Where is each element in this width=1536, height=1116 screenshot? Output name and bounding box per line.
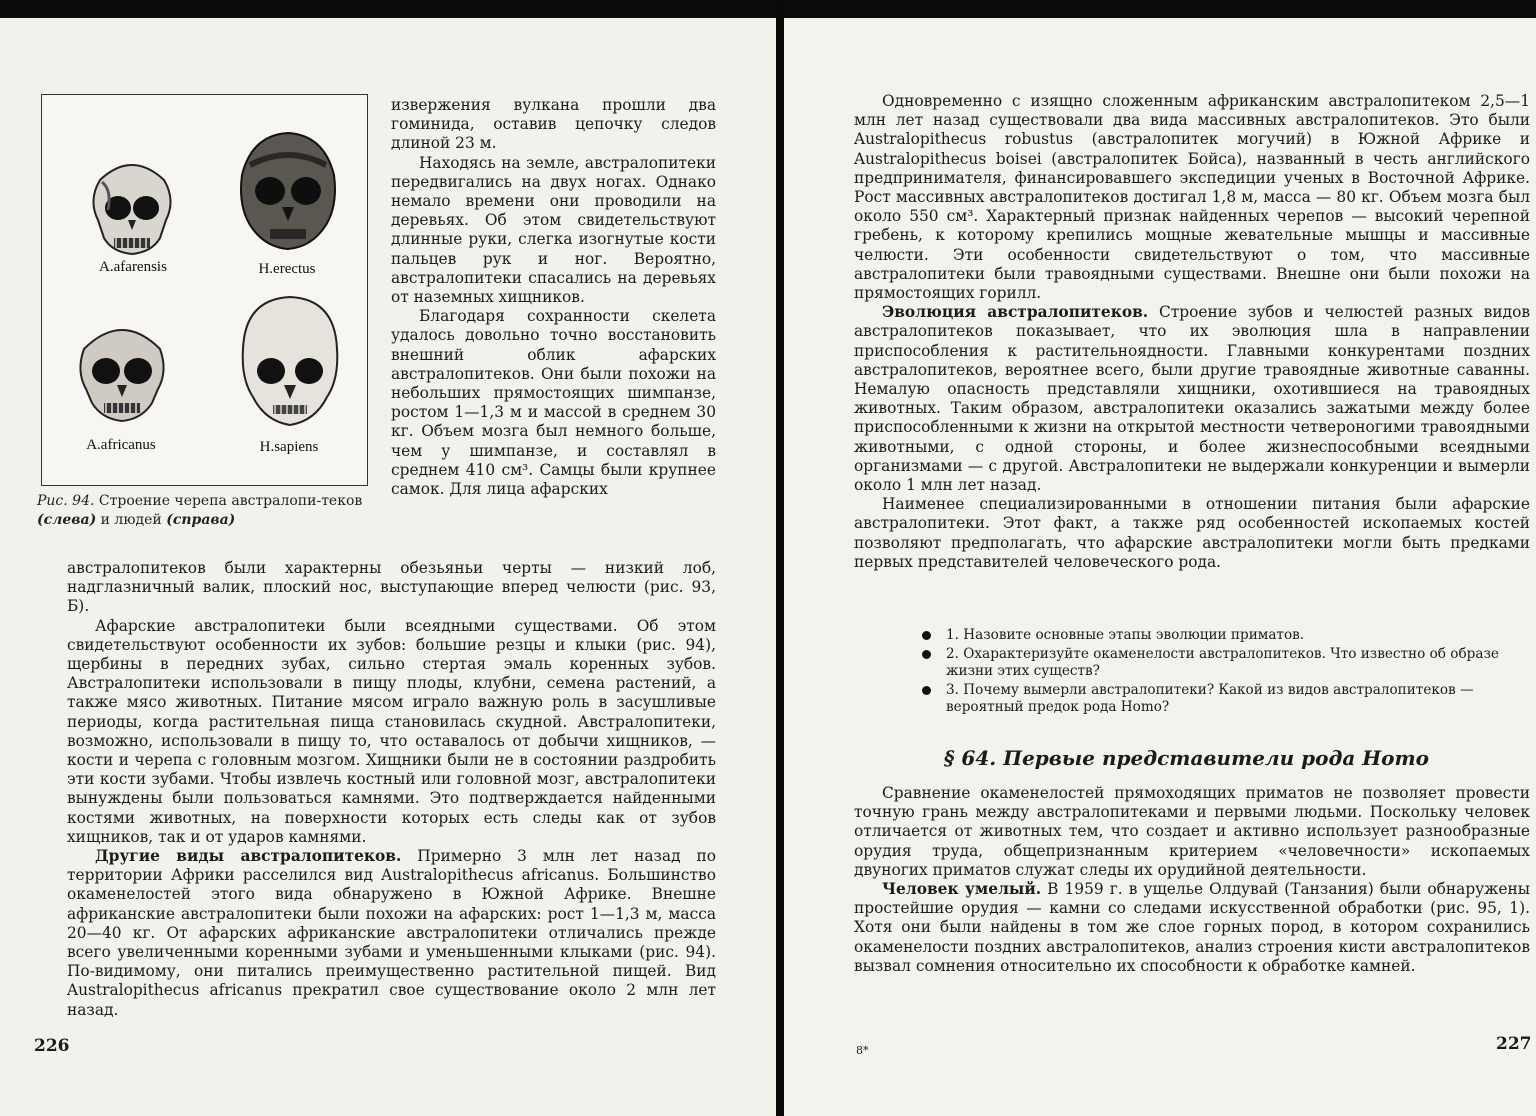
caption-mid: и людей bbox=[96, 512, 167, 528]
caption-right: (справа) bbox=[166, 512, 236, 528]
skull-figure bbox=[41, 94, 368, 486]
paragraph: Афарские австралопитеки были всеядными существами. Об этом свидетельствуют особенности их зубов: большие резцы и клыки (рис. 94), щербины в передних зубах, сильно стертая эмаль коренных зубов. Австралопитеки использовали в пищу плоды, клубни, семена растений, а также мясо животных. Питание мясом играло важную роль в засушливые периоды, когда растительная пища становилась скудной. Австралопитеки, возможно, использовали в пищу то, что оставалось от добычи хищников, — кости и черепа с головным мозгом. Хищники были не в состоянии раздробить эти кости зубами. Чтобы извлечь костный или головной мозг, австралопитеки вынуждены были пользоваться камнями. Это подтверждается найденными костями животных, на поверхности которых есть следы как от зубов хищников, так и от ударов камнями. bbox=[67, 616, 716, 846]
skull-erectus-image bbox=[232, 125, 344, 255]
caption-text: Строение черепа австралопи-текoв bbox=[94, 493, 363, 509]
right-page bbox=[784, 18, 1536, 1116]
other-species-text: Примерно 3 млн лет назад по территории Африки расселился вид Australopithecus africanus. Большинство окаменелостей этого вида обнаружено в Южной Африке. Внешне африканские австралопитеки были похожи на афарских: рост 1—1,3 м, масса 20—40 кг. От афарских африканские австралопитеки отличались прежде всего увеличенными коренными зубами и уменьшенными клыками (рис. 94). По-видимому, они питались преимущественно растительной пищей. Вид Australopithecus africanus прекратил свое существование около 2 млн лет назад. bbox=[67, 847, 716, 1019]
book-gutter bbox=[776, 0, 784, 1116]
caption-left: (слева) bbox=[37, 512, 97, 528]
paragraph: Находясь на земле, австралопитеки передвигались на двух ногах. Однако немало времени они проводили на деревьях. Об этом свидетельствуют длинные руки, слегка изогнутые кости пальцев рук и ног. Вероятно, австралопитеки спасались на деревьях от наземных хищников. bbox=[391, 153, 716, 307]
subheading-homo-habilis: Человек умелый. bbox=[882, 880, 1042, 899]
homo-habilis-text: В 1959 г. в ущелье Олдувай (Танзания) были обнаружены простейшие орудия — камни со следами искусственной обработки (рис. 95, 1). Хотя они были найдены в том же слое горных пород, в котором сохранились окаменелости поздних австралопитеков, анализ строения кисти австралопитеков вызвал сомнения относительно их способности к обработке камней. bbox=[854, 880, 1530, 975]
right-bottom-text bbox=[854, 784, 1530, 976]
page-number-right: 227 bbox=[1496, 1034, 1532, 1054]
scan-top-border bbox=[0, 0, 1536, 18]
figure-caption bbox=[37, 492, 377, 530]
left-column-text bbox=[391, 96, 716, 499]
paragraph bbox=[854, 303, 1530, 495]
skull-africanus-image bbox=[68, 307, 176, 427]
question-text: 3. Почему вымерли австралопитеки? Какой из видов австралопитеков — вероятный предок рода Homo? bbox=[946, 682, 1474, 715]
question-text: 1. Назовите основные этапы эволюции приматов. bbox=[946, 627, 1305, 643]
left-page bbox=[0, 18, 776, 1116]
subheading-evolution: Эволюция австралопитеков. bbox=[882, 303, 1149, 322]
question-item bbox=[922, 646, 1530, 680]
caption-prefix: Рис. 94. bbox=[37, 493, 95, 509]
evolution-text: Строение зубов и челюстей разных видов австралопитеков показывает, что их эволюция шла в направлении приспособления к растительноядности. Главными конкурентами поздних австралопитеков, вероятнее всего, были другие травоядные животные саванны. Немалую опасность представляли хищники, охотившиеся на травоядных животных. Таким образом, австралопитеки оказались зажатыми между более приспособленными к жизни на открытой местности четвероногими травоядными животными, с одной стороны, и более жизнеспособными всеядными организмами — с другой. Австралопитеки не выдержали конкуренции и вымерли около 1 млн лет назад. bbox=[854, 303, 1530, 495]
paragraph bbox=[854, 880, 1530, 976]
skull-afarensis-image bbox=[82, 150, 182, 260]
bullet-icon bbox=[922, 650, 931, 659]
label-afarensis: A.afarensis bbox=[99, 259, 167, 275]
label-africanus: A.africanus bbox=[86, 437, 156, 453]
bullet-icon bbox=[922, 631, 931, 640]
right-top-text bbox=[854, 92, 1530, 572]
paragraph bbox=[67, 847, 716, 1020]
section-title: § 64. Первые представители рода Homo bbox=[944, 746, 1430, 770]
skull-sapiens-image bbox=[235, 293, 345, 435]
bullet-icon bbox=[922, 686, 931, 695]
page-number-left: 226 bbox=[34, 1036, 70, 1056]
left-full-text bbox=[67, 559, 716, 1020]
question-item bbox=[922, 682, 1530, 716]
paragraph: австралопитеков были характерны обезьяньи черты — низкий лоб, надглазничный валик, плоский нос, выступающие вперед челюсти (рис. 93, Б). bbox=[67, 559, 716, 616]
question-item bbox=[922, 627, 1530, 644]
paragraph: Благодаря сохранности скелета удалось довольно точно восстановить внешний облик афарских австралопитеков. Они были похожи на небольших прямостоящих шимпанзе, ростом 1—1,3 м и массой в среднем 30 кг. Объем мозга был немного больше, чем у шимпанзе, и составлял в среднем 410 см³. Самцы были крупнее самок. Для лица афарских bbox=[391, 307, 716, 499]
review-questions bbox=[922, 627, 1530, 718]
question-text: 2. Охарактеризуйте окаменелости австралопитеков. Что известно об образе жизни этих существ? bbox=[946, 646, 1499, 679]
label-sapiens: H.sapiens bbox=[259, 439, 319, 455]
paragraph: извержения вулкана прошли два гоминида, оставив цепочку следов длиной 23 м. bbox=[391, 96, 716, 153]
footer-signature-mark: 8* bbox=[856, 1044, 869, 1057]
subheading-other-species: Другие виды австралопитеков. bbox=[95, 847, 402, 866]
paragraph: Одновременно с изящно сложенным африканским австралопитеком 2,5—1 млн лет назад существовали два вида массивных австралопитеков. Это были Australopithecus robustus (австралопитек могучий) в Южной Африке и Australopithecus boisei (австралопитек Бойса), названный в честь английского предпринимателя, финансировавшего экспедиции ученых в Восточной Африке. Рост массивных австралопитеков достигал 1,8 м, масса — 80 кг. Объем мозга был около 550 см³. Характерный признак найденных черепов — высокий черепной гребень, к которому крепились мощные жевательные мышцы и массивные челюсти. Эти особенности свидетельствуют о том, что массивные австралопитеки были травоядными существами. Внешне они были похожи на прямостоящих горилл. bbox=[854, 92, 1530, 303]
paragraph: Наименее специализированными в отношении питания были афарские австралопитеки. Этот факт, а также ряд особенностей ископаемых костей позволяют предполагать, что афарские австралопитеки могли быть предками первых представителей человеческого рода. bbox=[854, 495, 1530, 571]
paragraph: Сравнение окаменелостей прямоходящих приматов не позволяет провести точную грань между австралопитеками и первыми людьми. Поскольку человек отличается от животных тем, что создает и активно использует разнообразные орудия труда, общепризнанным критерием «человечности» ископаемых двуногих приматов служат следы их орудийной деятельности. bbox=[854, 784, 1530, 879]
label-erectus: H.erectus bbox=[258, 261, 316, 277]
